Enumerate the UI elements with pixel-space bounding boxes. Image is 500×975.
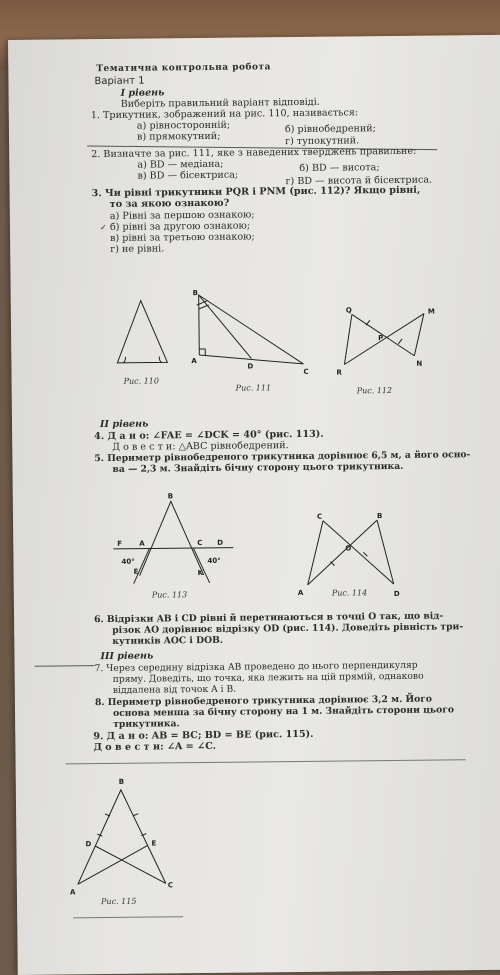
level2-title: II рівень <box>99 418 149 431</box>
point-label-e: E <box>133 567 139 576</box>
q9-given: 9. Д а н о: AB = BC; BD = BE (рис. 115). <box>93 728 314 743</box>
point-label-d: D <box>247 362 254 371</box>
q2-text: 2. Визначте за рис. 111, яке з наведених тверджень правильне: <box>91 145 417 161</box>
figure-113 <box>113 493 239 589</box>
point-label-c: C <box>197 538 203 548</box>
point-label-b: B <box>118 777 125 786</box>
point-label-q: Q <box>345 306 352 315</box>
q3-option-a: а) Рівні за першою ознакою; <box>109 209 255 222</box>
caption-fig-114: Рис. 114 <box>331 588 368 598</box>
q3-text: 3. Чи рівні трикутники PQR і PNM (рис. 112)? Якщо рівні, <box>91 184 421 200</box>
q5-line-2: ва — 2,3 м. Знайдіть бічну сторону цього трикутника. <box>112 460 404 475</box>
caption-fig-111: Рис. 111 <box>235 383 272 393</box>
q5-line-1: 5. Периметр рівнобедреного трикутника дорівнює 6,5 м, а його осно- <box>94 449 471 465</box>
q7-line-1: 7. Через середину відрізка AB проведено до нього перпендикуляр <box>94 659 418 675</box>
point-label-p: P <box>378 334 384 343</box>
point-label-a: A <box>297 588 304 597</box>
caption-fig-113: Рис. 113 <box>151 590 188 600</box>
q2-option-c: в) BD — бісектриса; <box>137 169 239 182</box>
caption-fig-110: Рис. 110 <box>123 376 160 386</box>
figure-110 <box>111 300 172 371</box>
point-label-d: D <box>85 840 92 849</box>
underline <box>73 916 183 918</box>
q7-line-3: віддалена від точок A і B. <box>112 683 237 696</box>
level3-title: III рівень <box>100 650 154 663</box>
point-label-a: A <box>69 888 76 897</box>
q1-option-d: г) тупокутний. <box>285 135 360 148</box>
point-label-b: B <box>376 512 383 521</box>
q9-prove: Д о в е с т и: ∠A = ∠C. <box>93 740 217 754</box>
q4-prove: Д о в е с т и: △ABC рівнобедрений. <box>112 440 289 453</box>
figure-115 <box>69 777 182 897</box>
q1-option-a: а) рівносторонній; <box>136 119 231 132</box>
q1-text: 1. Трикутник, зображений на рис. 110, називається: <box>90 107 359 122</box>
point-label-a: A <box>139 539 145 548</box>
q2-option-d: г) BD — висота й бісектриса. <box>285 174 433 188</box>
q6-line-1: 6. Відрізки AB і CD рівні й перетинаються в точці O так, що від- <box>94 610 444 626</box>
worksheet-page <box>8 35 500 975</box>
q1-option-c: в) прямокутний; <box>136 130 221 143</box>
divider <box>66 759 466 764</box>
q8-line-3: трикутника. <box>113 718 180 730</box>
point-label-k: K <box>197 568 204 578</box>
angle-label-left: 40° <box>121 557 135 566</box>
q3-text-2: то за якою ознакою? <box>109 197 230 210</box>
q8-line-1: 8. Периметр рівнобедреного трикутника дорівнює 3,2 м. Його <box>94 693 433 709</box>
point-label-n: N <box>416 359 423 368</box>
caption-fig-112: Рис. 112 <box>356 385 393 396</box>
point-label-c: C <box>303 367 309 376</box>
point-label-c: C <box>167 881 174 890</box>
point-label-d: D <box>217 538 224 547</box>
point-label-a: A <box>191 357 197 366</box>
q2-option-a: а) BD — медіана; <box>137 158 224 171</box>
q7-line-2: пряму. Доведіть, що точка, яка лежить на цій прямій, однаково <box>112 670 424 685</box>
point-label-b: B <box>167 492 174 501</box>
worksheet-title: Тематична контрольна робота <box>96 62 272 75</box>
q4-given: 4. Д а н о: ∠FAE = ∠DCK = 40° (рис. 113). <box>94 428 324 443</box>
q6-line-2: різок AO дорівнює відрізку OD (рис. 114). Доведіть рівність три- <box>112 621 464 636</box>
level1-instruction: Виберіть правильний варіант відповіді. <box>120 96 320 110</box>
variant-label: Варіант 1 <box>94 75 145 88</box>
point-label-c: C <box>316 512 323 521</box>
point-label-f: F <box>117 539 123 548</box>
check-mark-icon: ✓ <box>99 222 107 233</box>
q2-option-b: б) BD — висота; <box>299 162 380 174</box>
q3-option-c: в) рівні за третьою ознакою; <box>110 231 255 244</box>
figure-112 <box>336 304 437 377</box>
level1-title: I рівень <box>120 87 165 99</box>
point-label-d: D <box>393 589 400 598</box>
point-label-m: M <box>427 307 435 316</box>
caption-fig-115: Рис. 115 <box>100 896 137 907</box>
point-label-o: O <box>345 544 352 553</box>
q3-option-d: г) не рівні. <box>110 243 165 255</box>
point-label-r: R <box>336 368 342 377</box>
angle-label-right: 40° <box>207 556 221 565</box>
point-label-b: B <box>192 289 199 298</box>
figure-114 <box>297 512 404 598</box>
q6-line-3: кутників AOC і DOB. <box>112 634 224 647</box>
pen-line <box>35 665 95 667</box>
q3-option-b: б) рівні за другою ознакою; <box>109 220 251 233</box>
q8-line-2: основа менша за бічну сторону на 1 м. Знайдіть сторони цього <box>113 704 455 719</box>
point-label-e: E <box>151 839 157 848</box>
figure-111 <box>191 289 317 383</box>
q1-option-b: б) рівнобедрений; <box>284 123 376 136</box>
